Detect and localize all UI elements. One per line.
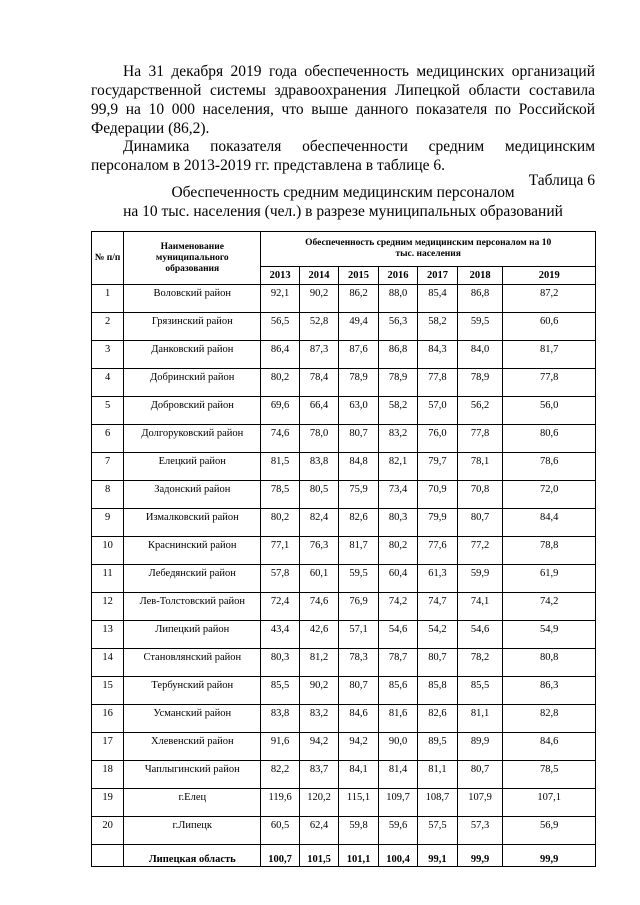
row-value: 77,1: [261, 537, 299, 565]
total-value: 101,5: [299, 845, 338, 867]
row-value: 80,7: [339, 425, 378, 453]
table-row: [92, 733, 596, 761]
row-value: 82,2: [261, 761, 299, 789]
row-number: 12: [92, 593, 124, 621]
row-name: г.Елец: [124, 789, 261, 817]
row-value: 80,2: [261, 509, 299, 537]
row-value: 63,0: [339, 397, 378, 425]
row-number: 9: [92, 509, 124, 537]
table-row: [92, 789, 596, 817]
row-name: Добровский район: [124, 397, 261, 425]
row-value: 87,3: [299, 341, 338, 369]
row-value: 66,4: [299, 397, 338, 425]
row-value: 81,6: [378, 705, 417, 733]
row-name: Задонский район: [124, 481, 261, 509]
row-value: 81,2: [299, 649, 338, 677]
table-row: [92, 705, 596, 733]
row-value: 78,9: [339, 369, 378, 397]
row-value: 56,5: [261, 313, 299, 341]
row-value: 82,6: [339, 509, 378, 537]
row-number: 15: [92, 677, 124, 705]
row-value: 80,2: [261, 369, 299, 397]
total-value: 100,4: [378, 845, 417, 867]
row-value: 84,6: [503, 733, 596, 761]
row-value: 77,2: [457, 537, 503, 565]
row-number: 20: [92, 817, 124, 845]
table-row: [92, 537, 596, 565]
row-value: 80,6: [503, 425, 596, 453]
table-label: Таблица 6: [528, 172, 595, 189]
year-header: 2018: [457, 267, 503, 285]
row-number: 7: [92, 453, 124, 481]
year-header: 2013: [261, 267, 299, 285]
row-value: 85,5: [457, 677, 503, 705]
row-value: 75,9: [339, 481, 378, 509]
table-row: [92, 565, 596, 593]
row-value: 62,4: [299, 817, 338, 845]
row-value: 60,4: [378, 565, 417, 593]
row-value: 78,9: [457, 369, 503, 397]
row-value: 57,8: [261, 565, 299, 593]
total-value: 99,9: [503, 845, 596, 867]
row-value: 56,0: [503, 397, 596, 425]
row-value: 81,1: [457, 705, 503, 733]
row-value: 80,3: [378, 509, 417, 537]
row-value: 94,2: [339, 733, 378, 761]
row-value: 80,8: [503, 649, 596, 677]
row-value: 80,7: [339, 677, 378, 705]
row-value: 82,4: [299, 509, 338, 537]
row-value: 59,5: [457, 313, 503, 341]
row-value: 81,7: [503, 341, 596, 369]
row-value: 76,9: [339, 593, 378, 621]
row-value: 84,4: [503, 509, 596, 537]
row-value: 78,4: [299, 369, 338, 397]
row-value: 90,2: [299, 285, 338, 313]
row-value: 90,0: [378, 733, 417, 761]
row-value: 78,1: [457, 453, 503, 481]
table-row: [92, 425, 596, 453]
row-value: 81,1: [418, 761, 457, 789]
row-value: 86,3: [503, 677, 596, 705]
row-value: 83,8: [261, 705, 299, 733]
total-name: Липецкая область: [124, 845, 261, 867]
row-value: 81,7: [339, 537, 378, 565]
row-value: 80,2: [378, 537, 417, 565]
header-group: Обеспеченность средним медицинским персоналом на 10 тыс. населения: [261, 232, 596, 267]
row-value: 84,3: [418, 341, 457, 369]
table-title-line2: на 10 тыс. населения (чел.) в разрезе муниципальных образований: [123, 203, 563, 220]
row-value: 78,0: [299, 425, 338, 453]
row-value: 82,1: [378, 453, 417, 481]
total-value: 101,1: [339, 845, 378, 867]
row-value: 54,2: [418, 621, 457, 649]
table-body: [92, 285, 596, 867]
row-value: 83,7: [299, 761, 338, 789]
row-name: Становлянский район: [124, 649, 261, 677]
row-name: Усманский район: [124, 705, 261, 733]
row-number: 2: [92, 313, 124, 341]
row-value: 58,2: [378, 397, 417, 425]
row-value: 74,2: [378, 593, 417, 621]
table-row: [92, 649, 596, 677]
row-value: 58,2: [418, 313, 457, 341]
row-number: 18: [92, 761, 124, 789]
row-value: 88,0: [378, 285, 417, 313]
row-name: Лев-Толстовский район: [124, 593, 261, 621]
total-number: [92, 845, 124, 867]
row-value: 56,9: [503, 817, 596, 845]
row-value: 59,8: [339, 817, 378, 845]
header-number: № п/п: [92, 232, 124, 285]
year-header: 2015: [339, 267, 378, 285]
row-value: 77,6: [418, 537, 457, 565]
row-value: 108,7: [418, 789, 457, 817]
row-name: Липецкий район: [124, 621, 261, 649]
row-number: 1: [92, 285, 124, 313]
row-value: 78,9: [378, 369, 417, 397]
row-name: Хлевенский район: [124, 733, 261, 761]
table-row: [92, 509, 596, 537]
row-value: 72,0: [503, 481, 596, 509]
year-header: 2017: [418, 267, 457, 285]
row-value: 119,6: [261, 789, 299, 817]
row-value: 84,1: [339, 761, 378, 789]
row-value: 78,7: [378, 649, 417, 677]
row-value: 70,8: [457, 481, 503, 509]
year-header: 2014: [299, 267, 338, 285]
table-row: [92, 817, 596, 845]
row-number: 6: [92, 425, 124, 453]
row-value: 86,8: [378, 341, 417, 369]
row-name: Измалковский район: [124, 509, 261, 537]
row-value: 109,7: [378, 789, 417, 817]
row-value: 86,8: [457, 285, 503, 313]
row-value: 78,6: [503, 453, 596, 481]
row-value: 89,9: [457, 733, 503, 761]
intro-paragraph: На 31 декабря 2019 года обеспеченность медицинских организаций государственной системы здравоохранения Липецкой области составила 99,9 на 10 000 населения, что выше данного показателя по Российской Федерации (86,2).: [91, 63, 595, 137]
table-row: [92, 313, 596, 341]
row-value: 74,1: [457, 593, 503, 621]
row-value: 78,5: [261, 481, 299, 509]
row-value: 60,6: [503, 313, 596, 341]
row-value: 77,8: [503, 369, 596, 397]
row-value: 57,1: [339, 621, 378, 649]
row-number: 16: [92, 705, 124, 733]
row-value: 90,2: [299, 677, 338, 705]
row-name: Краснинский район: [124, 537, 261, 565]
row-value: 78,2: [457, 649, 503, 677]
row-value: 49,4: [339, 313, 378, 341]
row-value: 84,0: [457, 341, 503, 369]
row-value: 78,3: [339, 649, 378, 677]
dynamics-paragraph: Динамика показателя обеспеченности средним медицинским персоналом в 2013-2019 гг. представлена в таблице 6.: [91, 138, 595, 174]
row-value: 87,2: [503, 285, 596, 313]
total-value: 99,9: [457, 845, 503, 867]
row-value: 56,2: [457, 397, 503, 425]
row-value: 77,8: [418, 369, 457, 397]
row-name: Воловский район: [124, 285, 261, 313]
row-name: Добринский район: [124, 369, 261, 397]
total-value: 100,7: [261, 845, 299, 867]
row-number: 14: [92, 649, 124, 677]
row-value: 54,6: [457, 621, 503, 649]
row-value: 42,6: [299, 621, 338, 649]
row-value: 115,1: [339, 789, 378, 817]
row-value: 79,7: [418, 453, 457, 481]
row-value: 91,6: [261, 733, 299, 761]
row-name: Елецкий район: [124, 453, 261, 481]
row-value: 87,6: [339, 341, 378, 369]
row-name: Чаплыгинский район: [124, 761, 261, 789]
row-value: 57,0: [418, 397, 457, 425]
row-value: 73,4: [378, 481, 417, 509]
row-value: 80,7: [418, 649, 457, 677]
row-value: 61,9: [503, 565, 596, 593]
row-number: 17: [92, 733, 124, 761]
row-value: 74,6: [299, 593, 338, 621]
year-header: 2016: [378, 267, 417, 285]
row-value: 86,4: [261, 341, 299, 369]
row-value: 69,6: [261, 397, 299, 425]
row-value: 85,8: [418, 677, 457, 705]
table-row: [92, 341, 596, 369]
row-value: 82,8: [503, 705, 596, 733]
table-row: [92, 369, 596, 397]
total-value: 99,1: [418, 845, 457, 867]
row-value: 85,5: [261, 677, 299, 705]
row-name: г.Липецк: [124, 817, 261, 845]
row-value: 60,5: [261, 817, 299, 845]
row-value: 72,4: [261, 593, 299, 621]
row-value: 80,7: [457, 761, 503, 789]
row-name: Лебедянский район: [124, 565, 261, 593]
row-number: 3: [92, 341, 124, 369]
row-name: Грязинский район: [124, 313, 261, 341]
row-value: 81,5: [261, 453, 299, 481]
row-number: 11: [92, 565, 124, 593]
table-row: [92, 285, 596, 313]
row-name: Тербунский район: [124, 677, 261, 705]
row-value: 61,3: [418, 565, 457, 593]
row-name: Долгоруковский район: [124, 425, 261, 453]
row-value: 80,5: [299, 481, 338, 509]
row-value: 107,1: [503, 789, 596, 817]
row-value: 52,8: [299, 313, 338, 341]
row-value: 83,2: [299, 705, 338, 733]
row-value: 85,4: [418, 285, 457, 313]
table-title: [91, 183, 595, 221]
row-value: 78,5: [503, 761, 596, 789]
staffing-table: [91, 231, 596, 867]
row-value: 70,9: [418, 481, 457, 509]
row-value: 83,2: [378, 425, 417, 453]
year-header: 2019: [503, 267, 596, 285]
row-value: 85,6: [378, 677, 417, 705]
table-title-line1: Обеспеченность средним медицинским персоналом: [171, 184, 515, 201]
row-value: 79,9: [418, 509, 457, 537]
table-row: [92, 397, 596, 425]
row-value: 74,2: [503, 593, 596, 621]
table-row: [92, 621, 596, 649]
row-value: 92,1: [261, 285, 299, 313]
table-row: [92, 481, 596, 509]
row-number: 10: [92, 537, 124, 565]
row-value: 84,8: [339, 453, 378, 481]
table-row: [92, 593, 596, 621]
row-value: 74,7: [418, 593, 457, 621]
row-value: 60,1: [299, 565, 338, 593]
row-name: Данковский район: [124, 341, 261, 369]
row-value: 74,6: [261, 425, 299, 453]
table-row: [92, 677, 596, 705]
row-value: 77,8: [457, 425, 503, 453]
table-row: [92, 761, 596, 789]
header-name: Наименование муниципального образования: [124, 232, 261, 285]
row-value: 57,3: [457, 817, 503, 845]
row-number: 8: [92, 481, 124, 509]
row-value: 81,4: [378, 761, 417, 789]
row-value: 78,8: [503, 537, 596, 565]
row-value: 107,9: [457, 789, 503, 817]
table-row: [92, 453, 596, 481]
row-value: 80,3: [261, 649, 299, 677]
row-value: 76,0: [418, 425, 457, 453]
row-value: 83,8: [299, 453, 338, 481]
row-value: 57,5: [418, 817, 457, 845]
row-value: 76,3: [299, 537, 338, 565]
row-value: 94,2: [299, 733, 338, 761]
row-number: 5: [92, 397, 124, 425]
row-value: 89,5: [418, 733, 457, 761]
row-value: 54,9: [503, 621, 596, 649]
row-value: 86,2: [339, 285, 378, 313]
row-value: 59,9: [457, 565, 503, 593]
row-value: 59,6: [378, 817, 417, 845]
row-value: 80,7: [457, 509, 503, 537]
total-row: [92, 845, 596, 867]
row-value: 56,3: [378, 313, 417, 341]
row-value: 43,4: [261, 621, 299, 649]
row-value: 84,6: [339, 705, 378, 733]
row-value: 82,6: [418, 705, 457, 733]
row-number: 13: [92, 621, 124, 649]
row-number: 4: [92, 369, 124, 397]
row-value: 59,5: [339, 565, 378, 593]
row-value: 120,2: [299, 789, 338, 817]
row-value: 54,6: [378, 621, 417, 649]
row-number: 19: [92, 789, 124, 817]
